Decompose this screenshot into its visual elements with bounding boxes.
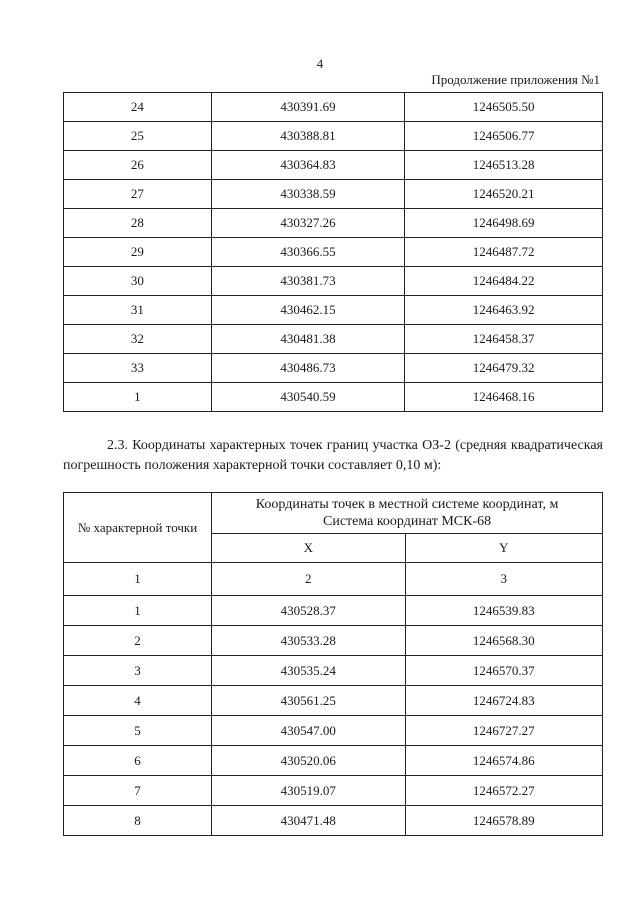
table-row [64, 656, 603, 686]
table-cell: 4 [64, 686, 212, 716]
table-cell: 1246520.21 [405, 180, 603, 209]
table-row [64, 686, 603, 716]
table-cell: 430338.59 [211, 180, 405, 209]
table-row [64, 325, 603, 354]
table-cell: 6 [64, 746, 212, 776]
coordinates-header [212, 493, 603, 534]
table-cell: 1246458.37 [405, 325, 603, 354]
table-row [64, 776, 603, 806]
appendix-note: Продолжение приложения №1 [431, 72, 600, 87]
coordinates-header-line2: Система координат МСК-68 [322, 514, 492, 529]
table-cell: 430327.26 [211, 209, 405, 238]
table-row [64, 180, 603, 209]
table-cell: 430540.59 [211, 383, 405, 412]
table-cell: 430561.25 [212, 686, 405, 716]
table-row [64, 596, 603, 626]
table-row [64, 626, 603, 656]
table-cell: 1246484.22 [405, 267, 603, 296]
table-row [64, 806, 603, 836]
coordinates-header-line1: Координаты точек в местной системе координат, м [255, 497, 559, 512]
table-cell: 430533.28 [212, 626, 405, 656]
table-cell: 1246463.92 [405, 296, 603, 325]
table-cell: 2 [212, 563, 405, 596]
point-number-header: № характерной точки [64, 493, 212, 563]
y-header: Y [405, 534, 602, 563]
table-cell: 430486.73 [211, 354, 405, 383]
table-cell: 1246572.27 [405, 776, 602, 806]
table-cell: 1246513.28 [405, 151, 603, 180]
coordinates-table-oz2 [63, 492, 603, 836]
table-cell: 1246568.30 [405, 626, 602, 656]
table-cell: 3 [405, 563, 602, 596]
section-text: 2.3. Координаты характерных точек границ участка ОЗ-2 (средняя квадратическая погрешность положения характерной точки составляет 0,10 м): [63, 438, 603, 473]
table-cell: 26 [64, 151, 212, 180]
coordinates-table-continued [63, 92, 603, 412]
table-cell: 25 [64, 122, 212, 151]
table-header [64, 493, 603, 563]
table-row [64, 716, 603, 746]
table-cell: 1246468.16 [405, 383, 603, 412]
table-row [64, 151, 603, 180]
table-body [64, 93, 603, 412]
table-cell: 8 [64, 806, 212, 836]
table-cell: 31 [64, 296, 212, 325]
table-body [64, 563, 603, 836]
table-cell: 430364.83 [211, 151, 405, 180]
table-cell: 1246578.89 [405, 806, 602, 836]
table-cell: 30 [64, 267, 212, 296]
table-cell: 1246479.32 [405, 354, 603, 383]
table-cell: 1246498.69 [405, 209, 603, 238]
x-header: X [212, 534, 405, 563]
table-cell: 24 [64, 93, 212, 122]
table-cell: 2 [64, 626, 212, 656]
table-row [64, 93, 603, 122]
table-cell: 430462.15 [211, 296, 405, 325]
section-paragraph [63, 436, 603, 476]
table-cell: 430535.24 [212, 656, 405, 686]
table-row [64, 296, 603, 325]
table-cell: 3 [64, 656, 212, 686]
table-cell: 1246506.77 [405, 122, 603, 151]
table-row [64, 746, 603, 776]
table-cell: 29 [64, 238, 212, 267]
table-cell: 1246487.72 [405, 238, 603, 267]
table-row [64, 267, 603, 296]
column-index-row [64, 563, 603, 596]
table-cell: 1246574.86 [405, 746, 602, 776]
table-cell: 430471.48 [212, 806, 405, 836]
table-cell: 27 [64, 180, 212, 209]
table-cell: 1246727.27 [405, 716, 602, 746]
table-cell: 430366.55 [211, 238, 405, 267]
table-cell: 430528.37 [212, 596, 405, 626]
table-cell: 430520.06 [212, 746, 405, 776]
table-row [64, 122, 603, 151]
table-cell: 430391.69 [211, 93, 405, 122]
table-row [64, 354, 603, 383]
table-cell: 7 [64, 776, 212, 806]
table-row [64, 238, 603, 267]
table-cell: 1246539.83 [405, 596, 602, 626]
table-cell: 33 [64, 354, 212, 383]
table-cell: 1 [64, 563, 212, 596]
table-cell: 1246570.37 [405, 656, 602, 686]
table-cell: 430481.38 [211, 325, 405, 354]
page-number: 4 [316, 56, 324, 71]
table-cell: 32 [64, 325, 212, 354]
table-row [64, 209, 603, 238]
table-cell: 1246724.83 [405, 686, 602, 716]
table-cell: 1 [64, 596, 212, 626]
table-cell: 28 [64, 209, 212, 238]
table-cell: 1246505.50 [405, 93, 603, 122]
table-cell: 430519.07 [212, 776, 405, 806]
table-cell: 430388.81 [211, 122, 405, 151]
table-row [64, 383, 603, 412]
table-cell: 1 [64, 383, 212, 412]
table-cell: 430547.00 [212, 716, 405, 746]
table-cell: 430381.73 [211, 267, 405, 296]
table-cell: 5 [64, 716, 212, 746]
